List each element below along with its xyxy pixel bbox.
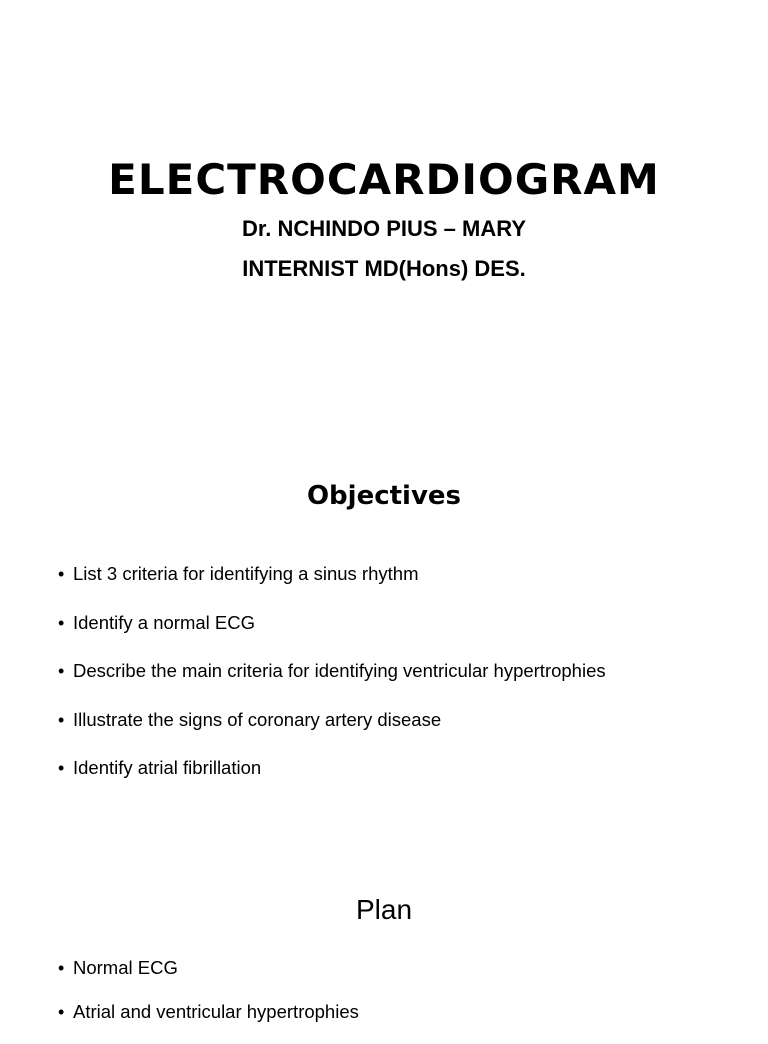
plan-list <box>58 956 748 1044</box>
list-item <box>58 659 748 708</box>
objectives-heading: Objectives <box>306 481 462 511</box>
list-item-text: Normal ECG <box>73 957 178 978</box>
author-credentials: INTERNIST MD(Hons) DES. <box>242 256 526 281</box>
plan-heading: Plan <box>355 894 413 925</box>
list-item-text: Illustrate the signs of coronary artery disease <box>73 708 442 730</box>
list-item <box>58 562 748 611</box>
objectives-slide <box>0 440 768 840</box>
title-slide <box>0 0 768 360</box>
bullet-icon: • <box>58 1002 65 1022</box>
objectives-list <box>58 562 748 805</box>
list-item-text: Atrial and ventricular hypertrophies <box>73 1001 359 1022</box>
list-item-text: Identify a normal ECG <box>73 611 255 633</box>
bullet-icon: • <box>58 958 65 978</box>
list-item-text: Describe the main criteria for identifying ventricular hypertrophies <box>73 660 606 681</box>
list-item <box>58 956 748 1000</box>
list-item <box>58 611 748 660</box>
plan-slide <box>0 860 768 1024</box>
list-item-text: Identify atrial fibrillation <box>73 757 262 778</box>
list-item-text: List 3 criteria for identifying a sinus rhythm <box>73 563 419 584</box>
bullet-icon: • <box>58 612 65 633</box>
list-item <box>58 756 748 805</box>
bullet-icon: • <box>58 758 65 778</box>
presentation-title: ELECTROCARDIOGRAM <box>108 155 660 204</box>
list-item <box>58 1000 748 1044</box>
author-name: Dr. NCHINDO PIUS – MARY <box>241 216 526 241</box>
list-item <box>58 708 748 757</box>
bullet-icon: • <box>58 564 65 584</box>
bullet-icon: • <box>58 709 65 730</box>
bullet-icon: • <box>58 661 65 681</box>
